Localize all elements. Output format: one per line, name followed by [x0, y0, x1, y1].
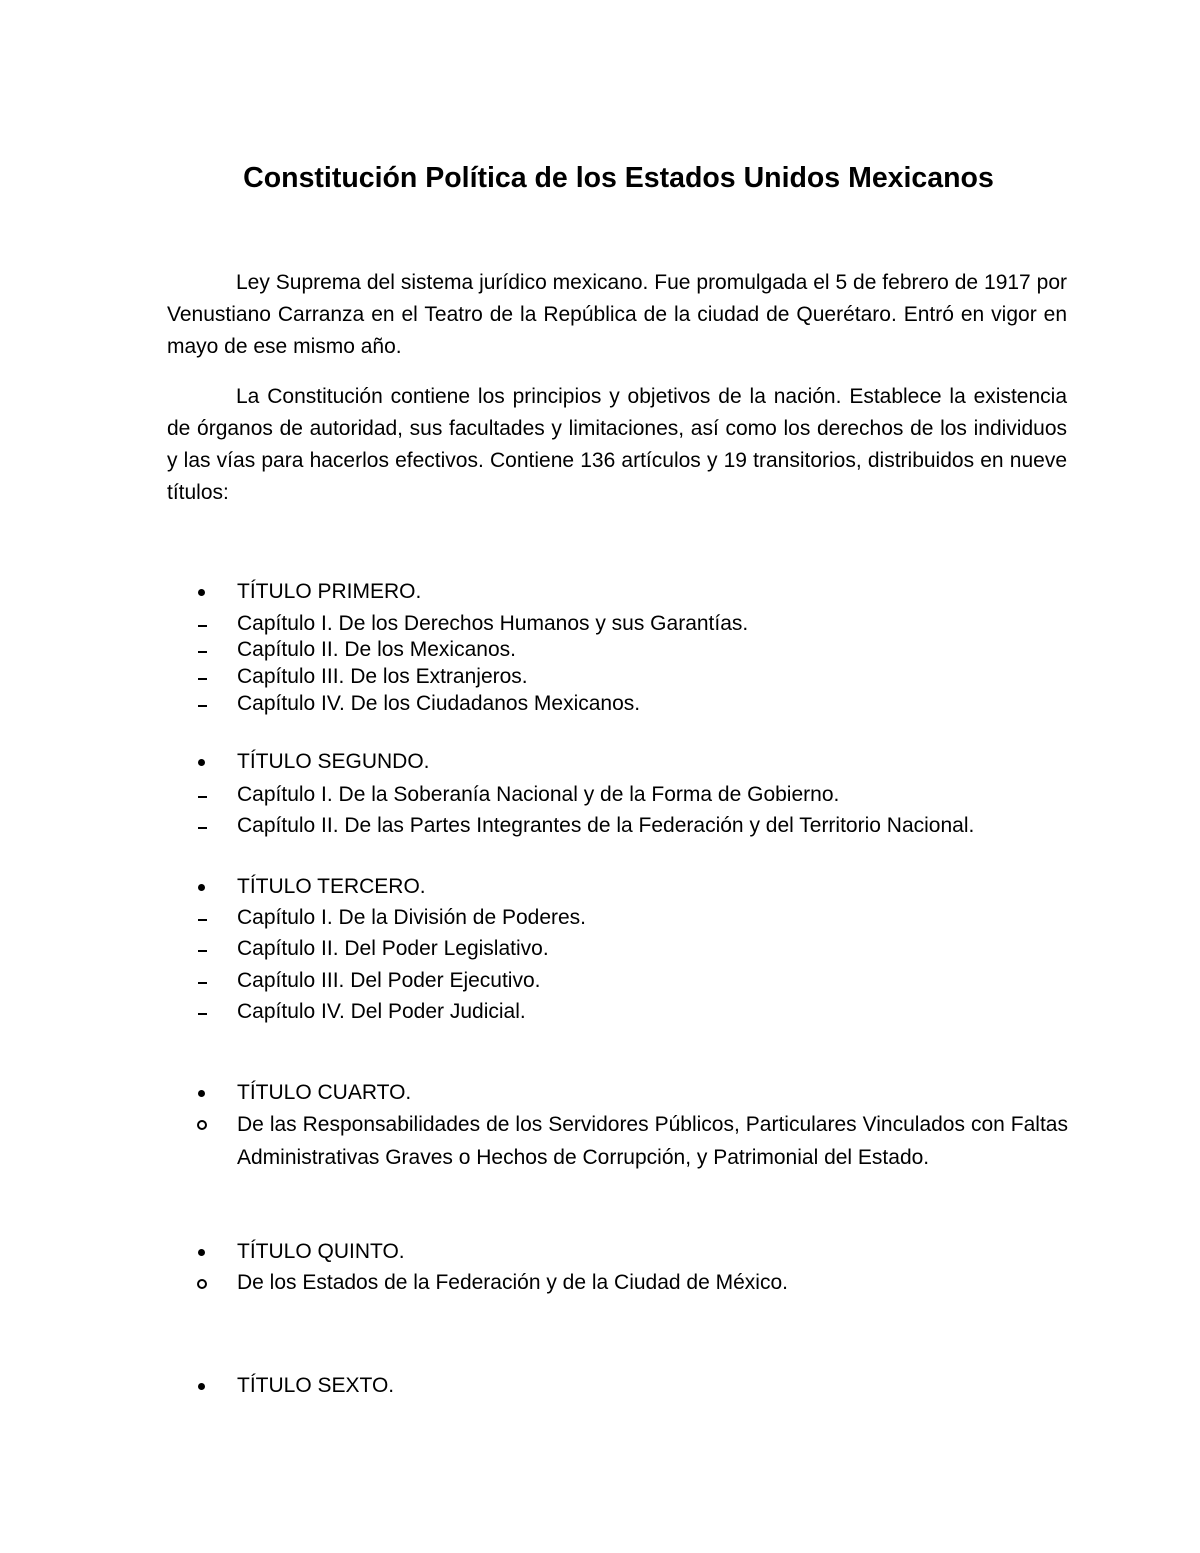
list-item — [237, 936, 1068, 962]
chapter-label: Capítulo IV. Del Poder Judicial. — [237, 1000, 526, 1023]
titulo-primero — [237, 579, 1068, 605]
chapter-label: Capítulo I. De la División de Poderes. — [237, 906, 587, 929]
dash-icon — [198, 637, 218, 663]
chapter-label: Capítulo I. De los Derechos Humanos y sus Garantías. — [237, 612, 749, 635]
titulo-label: TÍTULO SEGUNDO. — [237, 750, 430, 773]
chapter-label: Capítulo IV. De los Ciudadanos Mexicanos. — [237, 692, 641, 715]
titulo-sexto — [237, 1373, 1068, 1399]
list-item — [237, 813, 1068, 839]
bullet-icon — [198, 749, 218, 775]
chapter-label: De los Estados de la Federación y de la Ciudad de México. — [237, 1271, 788, 1294]
titulo-label: TÍTULO SEXTO. — [237, 1374, 395, 1397]
titulo-tercero — [237, 874, 1068, 900]
dash-icon — [198, 999, 218, 1025]
bullet-icon — [198, 1239, 218, 1265]
circle-bullet-icon — [198, 1270, 218, 1296]
list-item — [237, 999, 1068, 1025]
list-item — [237, 664, 1068, 690]
titulo-label: TÍTULO TERCERO. — [237, 875, 426, 898]
list-item — [237, 968, 1068, 994]
list-item — [237, 691, 1068, 717]
bullet-icon — [198, 1373, 218, 1399]
bullet-icon — [198, 579, 218, 605]
chapter-label: Capítulo II. Del Poder Legislativo. — [237, 937, 549, 960]
list-item — [237, 611, 1068, 637]
list-item — [237, 905, 1068, 931]
intro-paragraph: Ley Suprema del sistema jurídico mexicano. Fue promulgada el 5 de febrero de 1917 por Venustiano Carranza en el Teatro de la República de la ciudad de Querétaro. Entró en vigor en mayo de ese mismo año. — [167, 271, 1067, 358]
dash-icon — [198, 936, 218, 962]
chapter-label: Capítulo II. De los Mexicanos. — [237, 638, 516, 661]
chapter-label: Capítulo I. De la Soberanía Nacional y de la Forma de Gobierno. — [237, 783, 840, 806]
dash-icon — [198, 782, 218, 808]
bullet-icon — [198, 1080, 218, 1106]
dash-icon — [198, 664, 218, 690]
titulo-label: TÍTULO PRIMERO. — [237, 580, 422, 603]
titulo-label: TÍTULO QUINTO. — [237, 1240, 405, 1263]
circle-bullet-icon — [198, 1111, 218, 1137]
list-item — [237, 1108, 1068, 1174]
document-title: Constitución Política de los Estados Unidos Mexicanos — [243, 162, 994, 194]
titulo-quinto — [237, 1239, 1068, 1265]
list-item — [237, 1270, 1068, 1296]
titulo-segundo — [237, 749, 1068, 775]
dash-icon — [198, 611, 218, 637]
chapter-label: Capítulo III. Del Poder Ejecutivo. — [237, 969, 541, 992]
chapter-label: Capítulo II. De las Partes Integrantes de la Federación y del Territorio Nacional. — [237, 814, 975, 837]
bullet-icon — [198, 874, 218, 900]
content-paragraph: La Constitución contiene los principios y objetivos de la nación. Establece la existencia de órganos de autoridad, sus facultades y limitaciones, así como los derechos de los individuos y las vías para hacerlos efectivos. Contiene 136 artículos y 19 transitorios, distribuidos en nueve títulos: — [167, 385, 1067, 504]
dash-icon — [198, 813, 218, 839]
list-item — [237, 637, 1068, 663]
chapter-label: Capítulo III. De los Extranjeros. — [237, 665, 528, 688]
dash-icon — [198, 905, 218, 931]
dash-icon — [198, 968, 218, 994]
chapter-label: De las Responsabilidades de los Servidores Públicos, Particulares Vinculados con Faltas Administrativas Graves o Hechos de Corrupción, y Patrimonial del Estado. — [237, 1113, 1068, 1169]
titulo-label: TÍTULO CUARTO. — [237, 1081, 412, 1104]
titulo-cuarto — [237, 1080, 1068, 1106]
list-item — [237, 782, 1068, 808]
dash-icon — [198, 691, 218, 717]
